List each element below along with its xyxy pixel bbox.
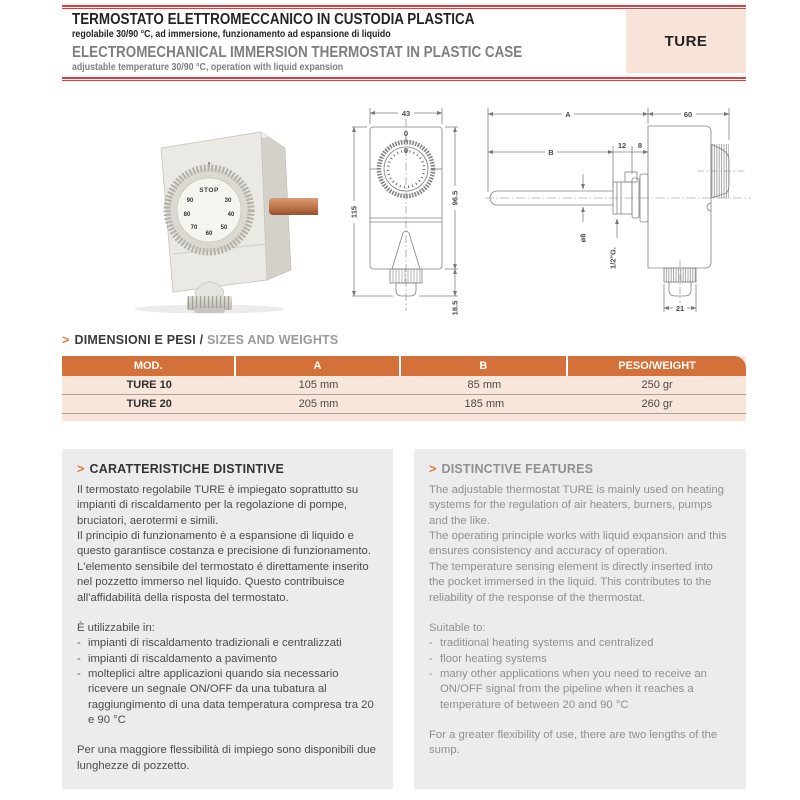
svg-text:70: 70 [190, 225, 198, 231]
dial-stop-label: STOP [199, 187, 219, 194]
features-heading-italian: > CARATTERISTICHE DISTINTIVE [77, 462, 285, 476]
svg-text:60: 60 [205, 231, 213, 237]
header-top-rule [62, 5, 746, 9]
product-photo [103, 112, 318, 314]
paragraph: Il principio di funzionamento è a espansione di liquido e questo garantisce costanza e precisione di funzionamento. [77, 530, 371, 558]
col-header-a: A [236, 356, 400, 376]
row-dim-b: 185 mm [464, 398, 505, 410]
side-dim-rings: 8 [637, 141, 643, 150]
features-panel-english [414, 449, 746, 789]
section-arrow-icon: > [62, 333, 70, 347]
product-code: TURE [664, 33, 708, 50]
list-item: - traditional heating systems and centralized [429, 636, 731, 651]
row-dim-a: 205 mm [298, 398, 339, 410]
sizes-section-heading [62, 333, 338, 347]
section-arrow-icon: > [429, 462, 437, 476]
title-italian: TERMOSTATO ELETTROMECCANICO IN CUSTODIA PLASTICA [72, 11, 475, 28]
list-item: - floor heating systems [429, 652, 731, 667]
header-bottom-rule [62, 77, 746, 81]
side-body-outline [648, 126, 711, 268]
row-model: TURE 10 [126, 379, 172, 391]
svg-text:40: 40 [227, 212, 235, 218]
paragraph: L'elemento sensibile del termostato é direttamente inserito nel pozzetto immerso nel liquido. Questo contribuisce all'affidabilità della risposta del termostato. [77, 560, 369, 604]
svg-text:30: 30 [224, 198, 232, 204]
side-dim-probe-diameter: ø8 [578, 233, 588, 243]
col-header-mod: MOD. [62, 356, 236, 376]
table-row [62, 395, 746, 414]
front-dim-body-height: 96.5 [450, 190, 460, 206]
front-dial-index: 0 [403, 129, 409, 138]
paragraph: The operating principle works with liquid expansion and this ensures consistency and accuracy of operation. [429, 530, 727, 558]
sizes-table [62, 356, 746, 421]
section-arrow-icon: > [77, 462, 85, 476]
svg-text:50: 50 [220, 225, 228, 231]
subtitle-english: adjustable temperature 30/90 °C, operation with liquid expansion [72, 61, 344, 73]
sizes-heading-italian: DIMENSIONI E PESI / [74, 333, 204, 347]
front-dim-total-height: 115 [349, 205, 359, 219]
side-view-drawing [483, 100, 755, 321]
list-item: - many other applications when you need to receive an ON/OFF signal from the pipeline when it reaches a temperature of between 20 and 90 °C [429, 667, 731, 713]
svg-text:80: 80 [183, 212, 191, 218]
row-weight: 250 gr [641, 379, 673, 391]
row-weight: 260 gr [641, 398, 673, 410]
paragraph: The adjustable thermostat TURE is mainly used on heating systems for the regulation of air heaters, burners, pumps and the like. [429, 484, 724, 527]
side-dim-b: B [548, 148, 554, 157]
table-row [62, 376, 746, 395]
side-thread-label: 1/2"G. [608, 247, 618, 269]
closing-paragraph: Per una maggiore flessibilità di impiego sono disponibili due lunghezze di pozzetto. [77, 744, 376, 772]
title-english: ELECTROMECHANICAL IMMERSION THERMOSTAT IN PLASTIC CASE [72, 44, 523, 61]
col-header-weight: PESO/WEIGHT [618, 360, 696, 372]
side-dim-fitting: 12 [617, 141, 627, 150]
col-header-b: B [401, 356, 569, 376]
side-dim-depth: 60 [683, 110, 693, 119]
side-dim-a: A [565, 110, 571, 119]
row-model: TURE 20 [126, 398, 172, 410]
paragraph: Il termostato regolabile TURE è impiegato soprattutto su impianti di riscaldamento per la regolazione di pompe, bruciatori, aerotermi e simili. [77, 484, 359, 527]
front-view-drawing [344, 101, 480, 318]
header [72, 11, 612, 73]
front-dim-width: 43 [401, 109, 411, 118]
side-dim-gland-width: 21 [675, 304, 685, 313]
closing-paragraph: For a greater flexibility of use, there are two lengths of the sump. [429, 729, 718, 757]
svg-text:0: 0 [403, 146, 409, 155]
features-panel-italian [62, 449, 393, 789]
list-intro: Suitable to: [429, 621, 486, 634]
immersion-sleeve [269, 198, 318, 215]
list-intro: È utilizzabile in: [77, 621, 155, 634]
list-item: - impianti di riscaldamento tradizionali e centralizzati [77, 636, 378, 651]
sizes-heading-english: SIZES AND WEIGHTS [207, 333, 339, 347]
svg-text:90: 90 [186, 198, 194, 204]
row-dim-a: 105 mm [298, 379, 339, 391]
row-dim-b: 85 mm [467, 379, 502, 391]
subtitle-italian: regolabile 30/90 °C, ad immersione, funzionamento ad espansione di liquido [72, 28, 391, 40]
features-heading-english: > DISTINCTIVE FEATURES [429, 462, 594, 476]
product-code-badge [626, 10, 746, 73]
front-dim-gland-height: 18.5 [450, 300, 460, 316]
paragraph: The temperature sensing element is directly inserted into the pocket immersed in the liquid. This contributes to the reliability of the response of the thermostat. [429, 560, 713, 604]
list-item: - impianti di riscaldamento a pavimento [77, 652, 378, 667]
list-item: - molteplici altre applicazioni quando sia necessario ricevere un segnale ON/OFF da una tubatura al raggiungimento di una data temperatura compresa tra 20 e 90 °C [77, 667, 378, 728]
gland-cap [194, 308, 225, 313]
sizes-table-header [62, 356, 746, 376]
